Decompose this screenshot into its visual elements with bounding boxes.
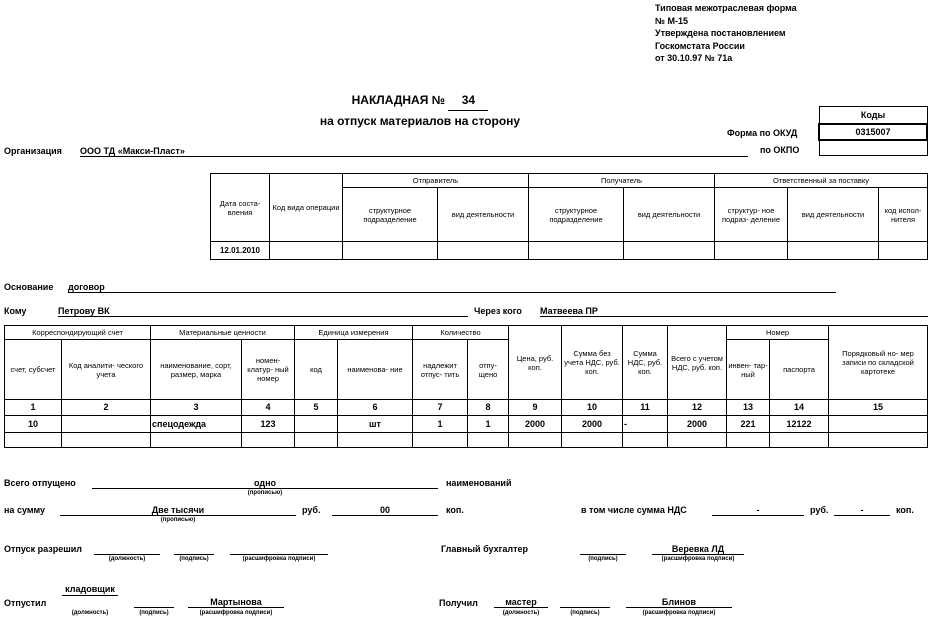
col-to-release: надлежит отпус- тить — [413, 340, 468, 400]
organization-label: Организация — [4, 146, 62, 156]
received-position-caption: (должность) — [502, 610, 540, 616]
allowed-decode-line — [230, 544, 328, 555]
col-unit-code: код — [295, 340, 338, 400]
group-sender: Отправитель — [343, 174, 529, 188]
released-by-name: Мартынова — [188, 597, 284, 608]
document-subtitle: на отпуск материалов на сторону — [319, 114, 521, 128]
table-cell — [529, 242, 624, 260]
accountant-sign-line — [580, 544, 626, 555]
table-cell — [343, 242, 438, 260]
organization-value: ООО ТД «Макси-Пласт» — [80, 146, 748, 157]
sum-label: на сумму — [4, 505, 46, 515]
main-table — [4, 325, 928, 448]
released-by-position-caption: (должность) — [71, 610, 109, 616]
group-unit: Единица измерения — [295, 326, 413, 340]
column-number: 12 — [668, 400, 727, 416]
rub-label: руб. — [302, 505, 321, 515]
form-header — [655, 2, 797, 65]
responsible-code: код испол- нителя — [879, 188, 928, 242]
group-responsible: Ответственный за поставку — [715, 174, 928, 188]
allowed-position-line — [94, 544, 160, 555]
column-number: 10 — [562, 400, 623, 416]
cell-analytic-code — [62, 416, 151, 433]
table-cell — [623, 433, 668, 448]
released-by-decode-caption: (расшифровка подписи) — [199, 610, 273, 616]
okpo-label: по ОКПО — [760, 145, 800, 155]
received-name: Блинов — [626, 597, 732, 608]
table-cell — [879, 242, 928, 260]
col-operation-code: Код вида операции — [270, 174, 343, 242]
column-number: 1 — [5, 400, 62, 416]
document-number: 34 — [448, 90, 488, 111]
column-number: 9 — [509, 400, 562, 416]
cell-sum-no-vat: 2000 — [562, 416, 623, 433]
table-row — [5, 433, 928, 448]
group-receiver: Получатель — [529, 174, 715, 188]
col-card-record: Порядковый но- мер записи по складской картотеке — [829, 326, 928, 400]
okud-value: 0315007 — [819, 124, 927, 140]
column-number: 3 — [151, 400, 242, 416]
column-number: 2 — [62, 400, 151, 416]
table-cell — [727, 433, 770, 448]
col-inventory: инвен- тар- ный — [727, 340, 770, 400]
column-number: 15 — [829, 400, 928, 416]
column-number: 13 — [727, 400, 770, 416]
kop-value: 00 — [332, 505, 438, 516]
to-whom-label: Кому — [4, 306, 27, 316]
table-cell — [829, 433, 928, 448]
group-materials: Материальные ценности — [151, 326, 295, 340]
through-label: Через кого — [474, 306, 522, 316]
table-row — [5, 416, 928, 433]
table-cell — [5, 433, 62, 448]
group-account: Корреспондирующий счет — [5, 326, 151, 340]
col-passport: паспорта — [770, 340, 829, 400]
vat-label: в том числе сумма НДС — [581, 505, 687, 515]
allowed-decode-caption: (расшифровка подписи) — [242, 556, 316, 562]
group-number: Номер — [727, 326, 829, 340]
allowed-position-caption: (должность) — [108, 556, 146, 562]
table-cell — [338, 433, 413, 448]
date-value: 12.01.2010 — [211, 242, 270, 260]
released-total-value: одно — [92, 478, 438, 489]
vat-kop-label: коп. — [896, 505, 914, 515]
table-cell — [438, 242, 529, 260]
form-header-line: Госкомстата России — [655, 40, 745, 51]
released-by-sign-caption: (подпись) — [139, 610, 169, 616]
column-number: 4 — [242, 400, 295, 416]
received-position: мастер — [494, 597, 548, 608]
released-by-label: Отпустил — [4, 598, 47, 608]
allowed-sign-line — [174, 544, 214, 555]
cell-to-release: 1 — [413, 416, 468, 433]
table-cell — [668, 433, 727, 448]
table-cell — [413, 433, 468, 448]
released-by-sign-line — [134, 597, 174, 608]
col-analytic-code: Код аналити- ческого учета — [62, 340, 151, 400]
col-total: Всего с учетом НДС, руб. коп. — [668, 326, 727, 400]
table-cell — [242, 433, 295, 448]
col-nomenclature: номен- клатур- ный номер — [242, 340, 295, 400]
table-cell — [770, 433, 829, 448]
column-number: 5 — [295, 400, 338, 416]
top-table — [210, 173, 928, 260]
basis-value: договор — [68, 282, 836, 293]
cell-unit-code — [295, 416, 338, 433]
sender-struct: структурное подразделение — [343, 188, 438, 242]
received-sign-line — [560, 597, 610, 608]
col-material-name: наименование, сорт, размер, марка — [151, 340, 242, 400]
table-cell — [151, 433, 242, 448]
form-header-line: от 30.10.97 № 71а — [655, 53, 733, 63]
basis-label: Основание — [4, 282, 54, 292]
col-released: отпу- щено — [468, 340, 509, 400]
cell-card-record — [829, 416, 928, 433]
codes-table — [818, 106, 928, 156]
column-number: 7 — [413, 400, 468, 416]
allowed-sign-caption: (подпись) — [179, 556, 209, 562]
group-quantity: Количество — [413, 326, 509, 340]
col-date: Дата соста- вления — [211, 174, 270, 242]
sender-activity: вид деятельности — [438, 188, 529, 242]
kop-label: коп. — [446, 505, 464, 515]
table-cell — [62, 433, 151, 448]
codes-header: Коды — [819, 107, 927, 125]
responsible-activity: вид деятельности — [788, 188, 879, 242]
received-decode-caption: (расшифровка подписи) — [642, 610, 716, 616]
col-vat: Сумма НДС, руб. коп. — [623, 326, 668, 400]
table-cell — [788, 242, 879, 260]
vat-rub-value: - — [712, 505, 804, 516]
table-cell — [468, 433, 509, 448]
released-total-label: Всего отпущено — [4, 478, 76, 488]
receiver-activity: вид деятельности — [624, 188, 715, 242]
table-cell — [624, 242, 715, 260]
accountant-sign-caption: (подпись) — [588, 556, 618, 562]
through-value: Матвеева ПР — [540, 306, 928, 317]
received-label: Получил — [439, 598, 478, 608]
items-label: наименований — [446, 478, 512, 488]
okud-label: Форма по ОКУД — [727, 128, 798, 138]
col-account: счет, субсчет — [5, 340, 62, 400]
release-allowed-label: Отпуск разрешил — [4, 544, 82, 554]
cell-inventory: 221 — [727, 416, 770, 433]
column-number: 11 — [623, 400, 668, 416]
accountant-decode-caption: (расшифровка подписи) — [661, 556, 735, 562]
receiver-struct: структурное подразделение — [529, 188, 624, 242]
received-sign-caption: (подпись) — [570, 610, 600, 616]
column-number: 8 — [468, 400, 509, 416]
accountant-name: Веревка ЛД — [652, 544, 744, 555]
cell-released: 1 — [468, 416, 509, 433]
cell-account: 10 — [5, 416, 62, 433]
column-numbers-row — [5, 400, 928, 416]
column-number: 14 — [770, 400, 829, 416]
table-cell — [562, 433, 623, 448]
sum-caption: (прописью) — [160, 517, 196, 523]
okpo-value — [819, 140, 927, 156]
cell-passport: 12122 — [770, 416, 829, 433]
released-total-caption: (прописью) — [247, 490, 283, 496]
title-label: НАКЛАДНАЯ № — [351, 93, 446, 107]
chief-accountant-label: Главный бухгалтер — [441, 544, 529, 554]
released-by-position: кладовщик — [62, 584, 118, 596]
vat-rub-label: руб. — [810, 505, 829, 515]
document-title — [250, 90, 590, 131]
sum-value: Две тысячи — [60, 505, 296, 516]
col-unit-name: наименова- ние — [338, 340, 413, 400]
to-whom-value: Петрову ВК — [58, 306, 468, 317]
column-number: 6 — [338, 400, 413, 416]
vat-kop-value: - — [834, 505, 890, 516]
col-price: Цена, руб. коп. — [509, 326, 562, 400]
table-cell — [509, 433, 562, 448]
table-cell — [270, 242, 343, 260]
cell-total: 2000 — [668, 416, 727, 433]
cell-unit-name: шт — [338, 416, 413, 433]
form-header-line: Типовая межотраслевая форма — [655, 3, 797, 13]
form-header-line: № М-15 — [655, 15, 689, 26]
col-sum-no-vat: Сумма без учета НДС, руб. коп. — [562, 326, 623, 400]
responsible-struct: структур- ное подраз- деление — [715, 188, 788, 242]
form-header-line: Утверждена постановлением — [655, 28, 786, 38]
cell-price: 2000 — [509, 416, 562, 433]
cell-vat: - — [623, 416, 668, 433]
cell-nomenclature: 123 — [242, 416, 295, 433]
table-cell — [295, 433, 338, 448]
table-cell — [715, 242, 788, 260]
cell-material-name: спецодежда — [151, 416, 242, 433]
